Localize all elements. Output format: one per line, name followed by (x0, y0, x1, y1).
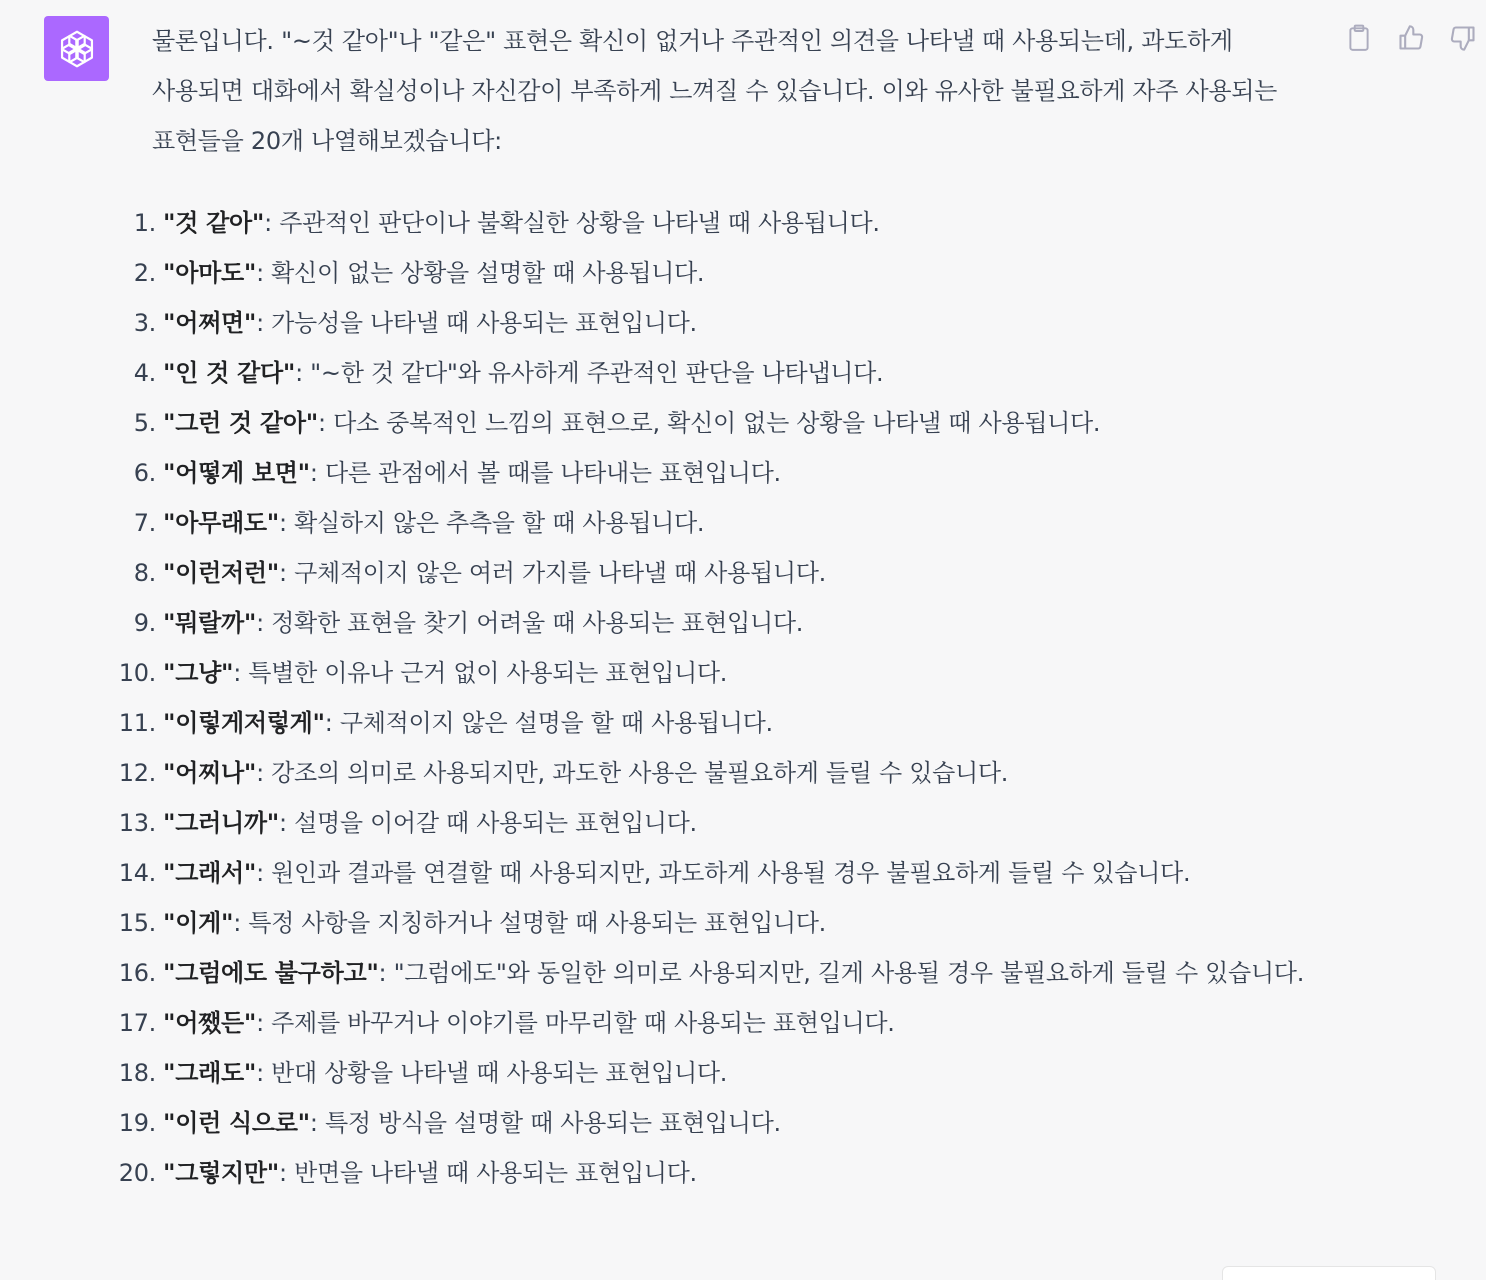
list-item-description: : 확신이 없는 상황을 설명할 때 사용됩니다. (256, 259, 705, 287)
list-item (118, 698, 1322, 748)
list-item-term: "것 같아" (163, 209, 265, 237)
list-item-term: "뭐랄까" (163, 609, 257, 637)
list-item-description: : 주제를 바꾸거나 이야기를 마무리할 때 사용되는 표현입니다. (256, 1009, 895, 1037)
list-item-term: "어찌나" (163, 759, 257, 787)
list-item-description: : 강조의 의미로 사용되지만, 과도한 사용은 불필요하게 들릴 수 있습니다. (256, 759, 1009, 787)
list-item-term: "그런 것 같아" (163, 409, 318, 437)
list-item (133, 248, 1322, 298)
list-item (118, 1148, 1322, 1198)
list-item (118, 998, 1322, 1048)
copy-button[interactable] (1344, 22, 1374, 54)
list-item-number: 6. (133, 459, 156, 487)
list-item-number: 8. (133, 559, 156, 587)
openai-logo-icon (55, 27, 99, 71)
list-item-term: "이게" (163, 909, 234, 937)
list-item-number: 4. (133, 359, 156, 387)
list-item-number: 14. (118, 859, 156, 887)
list-item-term: "어쩌면" (163, 309, 257, 337)
list-item-term: "아마도" (163, 259, 257, 287)
list-item (118, 648, 1322, 698)
list-item-number: 7. (133, 509, 156, 537)
list-item-description: : 특정 방식을 설명할 때 사용되는 표현입니다. (309, 1109, 781, 1137)
list-item (118, 748, 1322, 798)
list-item-description: : 반면을 나타낼 때 사용되는 표현입니다. (278, 1159, 697, 1187)
list-item-description: : 구체적이지 않은 설명을 할 때 사용됩니다. (324, 709, 773, 737)
list-item-term: "이런저런" (163, 559, 279, 587)
list-item-number: 9. (133, 609, 156, 637)
list-item (133, 198, 1322, 248)
expression-list (118, 198, 1322, 1198)
regenerate-button-edge[interactable] (1222, 1266, 1436, 1280)
clipboard-icon (1346, 24, 1372, 52)
list-item (133, 348, 1322, 398)
list-item-number: 20. (118, 1159, 156, 1187)
list-item (118, 848, 1322, 898)
list-item-number: 17. (118, 1009, 156, 1037)
thumbs-down-icon (1449, 24, 1477, 52)
list-item-description: : 정확한 표현을 찾기 어려울 때 사용되는 표현입니다. (256, 609, 804, 637)
assistant-avatar (44, 16, 109, 81)
list-item (118, 798, 1322, 848)
intro-paragraph: 물론입니다. "~것 같아"나 "같은" 표현은 확신이 없거나 주관적인 의견을 나타낼 때 사용되는데, 과도하게 사용되면 대화에서 확실성이나 자신감이 부족하게 느껴질 수 있습니다. 이와 유사한 불필요하게 자주 사용되는 표현들을 20개 나열해보겠습니다: (152, 27, 1278, 155)
list-item-description: : 구체적이지 않은 여러 가지를 나타낼 때 사용됩니다. (278, 559, 826, 587)
list-item-term: "이렇게저렇게" (163, 709, 325, 737)
list-item-term: "그렇지만" (163, 1159, 279, 1187)
list-item-term: "그래서" (163, 859, 257, 887)
list-item (118, 898, 1322, 948)
list-item-number: 5. (133, 409, 156, 437)
list-item-term: "그러니까" (163, 809, 279, 837)
list-item-term: "인 것 같다" (163, 359, 296, 387)
list-item (118, 1098, 1322, 1148)
list-item-number: 16. (118, 959, 156, 987)
list-item (133, 298, 1322, 348)
list-item-description: : 반대 상황을 나타낼 때 사용되는 표현입니다. (256, 1059, 728, 1087)
list-item (133, 398, 1322, 448)
thumbs-up-icon (1397, 24, 1425, 52)
list-item-term: "이런 식으로" (163, 1109, 310, 1137)
list-item-description: : 특정 사항을 지칭하거나 설명할 때 사용되는 표현입니다. (233, 909, 826, 937)
message-content (118, 16, 1322, 1198)
list-item-description: : 확실하지 않은 추측을 할 때 사용됩니다. (278, 509, 705, 537)
list-item-term: "그냥" (163, 659, 234, 687)
list-item (133, 498, 1322, 548)
list-item (133, 548, 1322, 598)
list-item-term: "그럼에도 불구하고" (163, 959, 379, 987)
list-item-description: : 설명을 이어갈 때 사용되는 표현입니다. (278, 809, 697, 837)
list-item-term: "그래도" (163, 1059, 257, 1087)
list-item (118, 948, 1322, 998)
list-item-term: "어떻게 보면" (163, 459, 310, 487)
list-item-number: 12. (118, 759, 156, 787)
list-item (133, 598, 1322, 648)
list-item-description: : "그럼에도"와 동일한 의미로 사용되지만, 길게 사용될 경우 불필요하게 들릴 수 있습니다. (378, 959, 1305, 987)
list-item-number: 19. (118, 1109, 156, 1137)
list-item-number: 11. (118, 709, 156, 737)
list-item-number: 3. (133, 309, 156, 337)
list-item-term: "아무래도" (163, 509, 279, 537)
message-actions (1344, 22, 1478, 54)
list-item-number: 13. (118, 809, 156, 837)
list-item (133, 448, 1322, 498)
list-item-description: : 원인과 결과를 연결할 때 사용되지만, 과도하게 사용될 경우 불필요하게 들릴 수 있습니다. (256, 859, 1191, 887)
list-item-description: : 다소 중복적인 느낌의 표현으로, 확신이 없는 상황을 나타낼 때 사용됩니다. (317, 409, 1101, 437)
list-item-number: 15. (118, 909, 156, 937)
list-item-number: 18. (118, 1059, 156, 1087)
list-item-description: : "~한 것 같다"와 유사하게 주관적인 판단을 나타냅니다. (295, 359, 884, 387)
list-item-number: 10. (118, 659, 156, 687)
thumbs-up-button[interactable] (1396, 22, 1426, 54)
thumbs-down-button[interactable] (1448, 22, 1478, 54)
list-item-term: "어쨌든" (163, 1009, 257, 1037)
list-item-description: : 가능성을 나타낼 때 사용되는 표현입니다. (256, 309, 697, 337)
list-item-number: 1. (133, 209, 156, 237)
list-item-description: : 주관적인 판단이나 불확실한 상황을 나타낼 때 사용됩니다. (264, 209, 880, 237)
list-item (118, 1048, 1322, 1098)
list-item-description: : 특별한 이유나 근거 없이 사용되는 표현입니다. (233, 659, 728, 687)
list-item-description: : 다른 관점에서 볼 때를 나타내는 표현입니다. (309, 459, 781, 487)
list-item-number: 2. (133, 259, 156, 287)
